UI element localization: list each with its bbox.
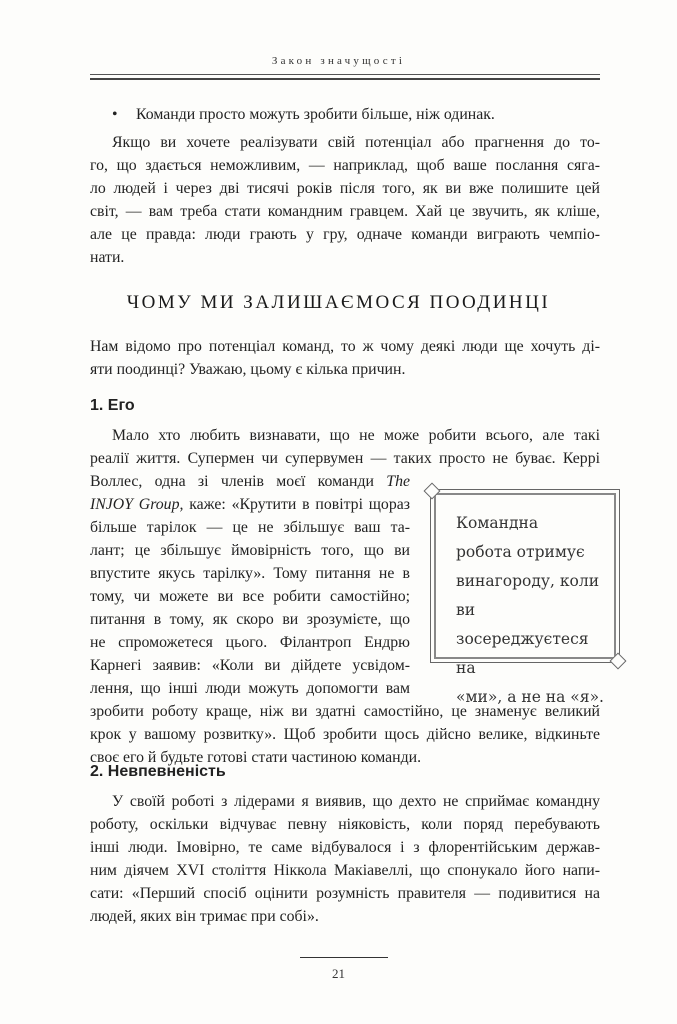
text-line: впустите якусь тарілку». Тому питання не в [90,565,410,582]
pull-quote-text [434,493,616,706]
quote-line: «ми», а не на «я». [456,688,604,706]
pull-quote-box [430,489,620,706]
paragraph-3-wrapped [90,470,410,700]
text-line: не спроможетеся цього. Філантроп Ендрю [90,634,410,651]
text-line: Нам відомо про потенціал команд, то ж чому деякі люди ще хочуть ді- [90,338,600,355]
paragraph-4 [90,790,600,928]
text-line: але це правда: люди грають у гру, одначе команди виграють чемпіо- [90,226,600,243]
text-line: реалії життя. Супермен чи супервумен — таких просто не буває. Керрі [90,450,600,467]
footer-rule [300,957,388,958]
bullet-icon: • [112,106,118,123]
text-line: крок у вашому розвитку». Щоб зробити щось дійсно велике, відкиньте [90,726,600,743]
text-line: ло людей і через дві тисячі років після того, як ви вже полишите цей [90,180,600,197]
text-line: світ, — вам треба стати командним гравцем. Хай це звучить, як кліше, [90,203,600,220]
italic-text: INJOY Group, [90,496,184,513]
text-line: роботу, оскільки відчуває певну ніяковість, коли поряд перебувають [90,816,600,833]
paragraph-3-start [90,424,600,470]
text-line: зробити роботу краще, ніж ви здатні самостійно, це знаменує великий [90,703,600,720]
text-line: лення, що інші люди можуть допомогти вам [90,680,410,697]
subheading-ego: 1. Его [90,397,135,414]
text-line: питання в тому, як скоро ви зрозумієте, що [90,611,410,628]
subheading-insecurity: 2. Невпевненість [90,763,226,780]
italic-text: The [386,473,410,490]
text-line: більше тарілок — це не збільшує ваш та- [90,519,410,536]
running-header: Закон значущості [271,55,406,67]
quote-line: зосереджуєтеся на [456,630,589,677]
text-line: сати: «Перший спосіб оцінити розумність правителя — подивитися на [90,885,600,902]
quote-line: Командна [456,514,539,532]
text-line: INJOY Group, каже: «Крутити в повітрі щораз [90,496,410,513]
text-line: ним діячем XVI століття Ніккола Макіавеллі, що спонукало його напи- [90,862,600,879]
header-rule [90,74,600,75]
text-line: яти поодинці? Уважаю, цьому є кілька причин. [90,361,406,378]
header-rule-thick [90,78,600,80]
paragraph-1 [90,131,600,269]
text-segment: Воллес, одна зі членів моєї команди [90,473,374,490]
text-line: У своїй роботі з лідерами я виявив, що дехто не сприймає командну [112,793,600,810]
text-line: тому, чи можете ви все робити самостійно; [90,588,410,605]
text-line: своє его й будьте готові стати частиною команди. [90,749,422,766]
text-line: го, що здається неможливим, — наприклад, щоб ваше послання сяга- [90,157,600,174]
quote-line: робота отримує [456,543,585,561]
text-line [90,470,410,493]
text-line: інші люди. Імовірно, те саме відбувалося і з флорентійським держав- [90,839,600,856]
text-line: лант; це збільшує ймовірність того, що ви [90,542,410,559]
text-line: Карнегі заявив: «Коли ви дійдете усвідом- [90,657,410,674]
text-line: нати. [90,249,125,266]
text-line: Якщо ви хочете реалізувати свій потенціал або прагнення до то- [112,134,600,151]
bullet-text: Команди просто можуть зробити більше, ніж одинак. [136,106,495,123]
paragraph-2 [90,335,600,381]
section-heading: ЧОМУ МИ ЗАЛИШАЄМОСЯ ПООДИНЦІ [126,292,551,313]
text-line: людей, яких він тримає при собі». [90,908,319,925]
page-number: 21 [332,966,345,981]
text-line: Мало хто любить визнавати, що не може робити всього, але такі [112,427,600,444]
quote-line: винагороду, коли ви [456,572,600,619]
